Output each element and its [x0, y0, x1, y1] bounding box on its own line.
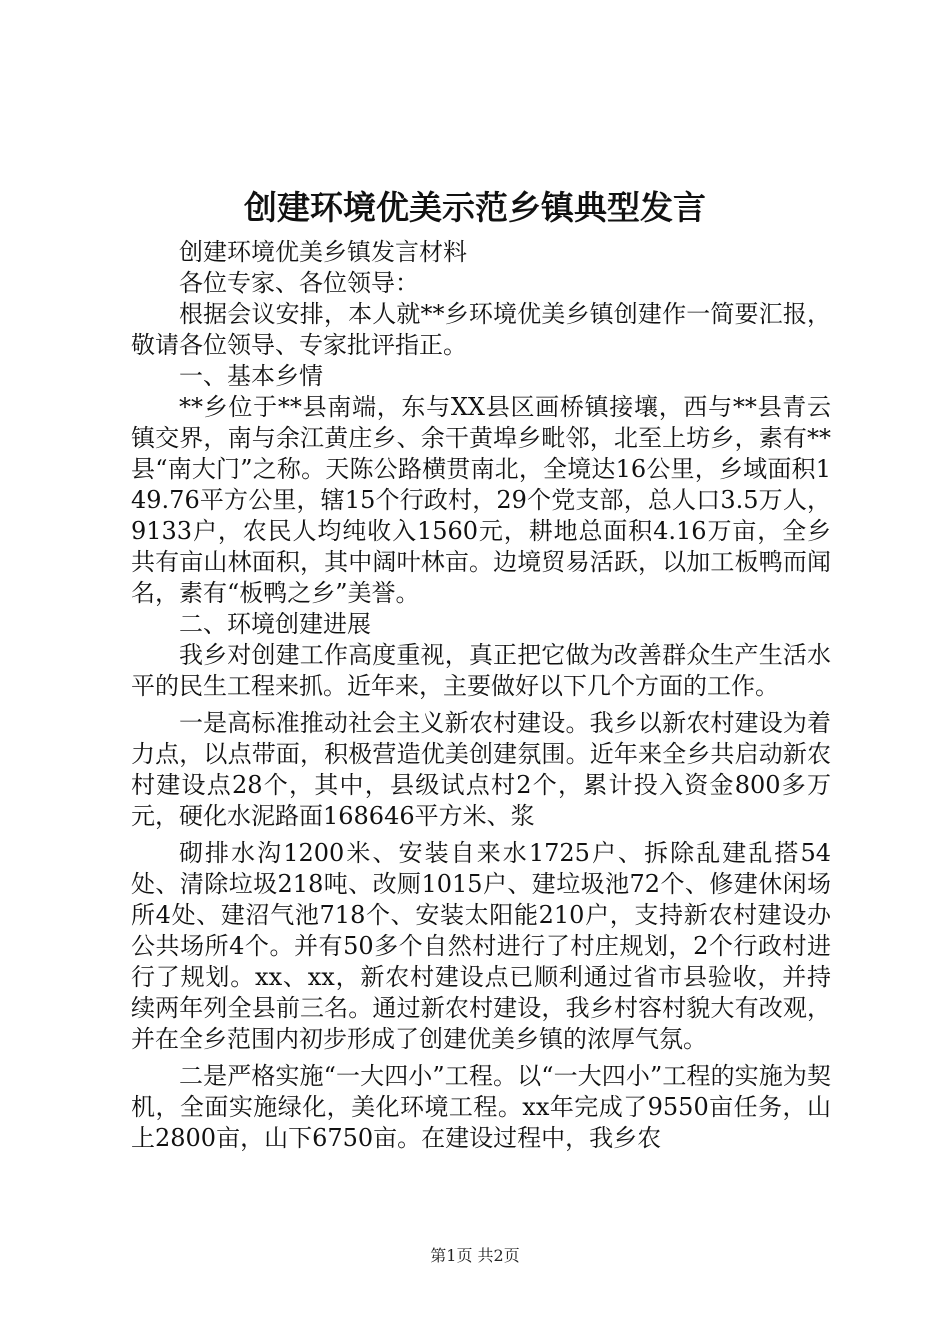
paragraph-intro: 根据会议安排，本人就**乡环境优美乡镇创建作一简要汇报，敬请各位领导、专家批评指正。 — [131, 300, 831, 359]
paragraph-salutation: 各位专家、各位领导： — [179, 269, 419, 297]
section-heading-basic: 一、基本乡情 — [179, 362, 323, 390]
page-number: 第1页 共2页 — [430, 1246, 520, 1265]
section-heading-progress: 二、环境创建进展 — [179, 610, 371, 638]
paragraph-greening: 二是严格实施“一大四小”工程。以“一大四小”工程的实施为契机，全面实施绿化，美化环境工程。xx年完成了9550亩任务，山上2800亩，山下6750亩。在建设过程中，我乡农 — [131, 1062, 831, 1152]
paragraph-village-results: 砌排水沟1200米、安装自来水1725户、拆除乱建乱搭54处、清除垃圾218吨、改厕1015户、建垃圾池72个、修建休闲场所4处、建沼气池718个、安装太阳能210户，支持新农村建设办公共场所4个。并有50多个自然村进行了村庄规划，2个行政村进行了规划。xx、xx，新农村建设点已顺利通过省市县验收，并持续两年列全县前三名。通过新农村建设，我乡村容村貌大有改观，并在全乡范围内初步形成了创建优美乡镇的浓厚气氛。 — [131, 839, 831, 1053]
paragraph-basic-info: **乡位于**县南端，东与XX县区画桥镇接壤，西与**县青云镇交界，南与余江黄庄乡、余干黄埠乡毗邻，北至上坊乡，素有**县“南大门”之称。天陈公路横贯南北，全境达16公里，乡域面积149.76平方公里，辖15个行政村，29个党支部，总人口3.5万人，9133户，农民人均纯收入1560元，耕地总面积4.16万亩，全乡共有亩山林面积，其中阔叶林亩。边境贸易活跃，以加工板鸭而闻名，素有“板鸭之乡”美誉。 — [131, 393, 831, 607]
paragraph-new-village: 一是高标准推动社会主义新农村建设。我乡以新农村建设为着力点，以点带面，积极营造优美创建氛围。近年来全乡共启动新农村建设点28个，其中，县级试点村2个，累计投入资金800多万元，硬化水泥路面168646平方米、浆 — [131, 709, 831, 830]
document-title: 创建环境优美示范乡镇典型发言 — [244, 188, 706, 227]
paragraph-progress-intro: 我乡对创建工作高度重视，真正把它做为改善群众生产生活水平的民生工程来抓。近年来，主要做好以下几个方面的工作。 — [131, 641, 831, 700]
paragraph-subtitle: 创建环境优美乡镇发言材料 — [179, 238, 467, 266]
document-body — [131, 237, 831, 1154]
